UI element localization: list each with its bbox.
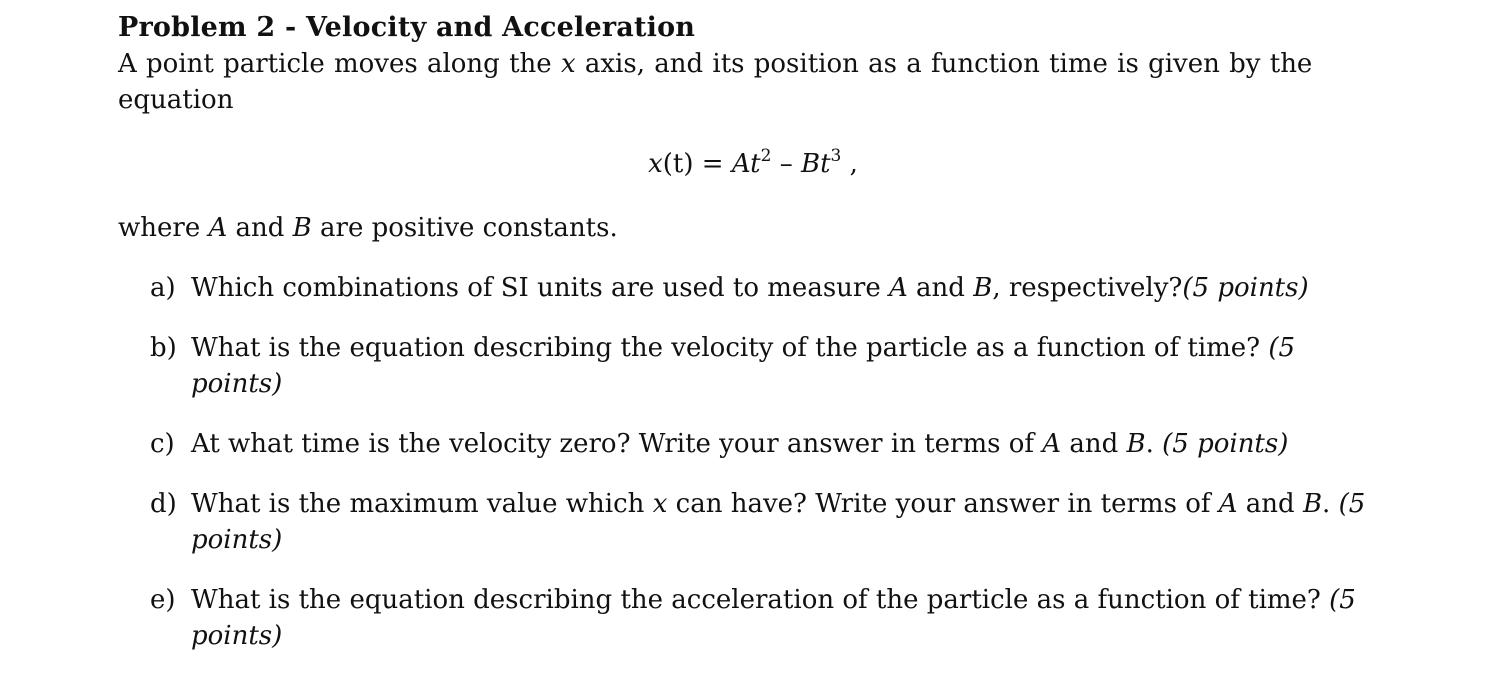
- intro-text-2: axis, and its position as a function time is given by the equation: [118, 49, 1313, 115]
- where-text-1: where: [118, 213, 209, 243]
- eq-trail: ,: [841, 149, 858, 179]
- question-text: .: [1322, 489, 1339, 519]
- intro-variable-x: x: [560, 49, 576, 79]
- question-variable: A: [1218, 489, 1238, 519]
- question-points: (5 points): [1182, 273, 1309, 303]
- question-marker: d): [150, 489, 177, 519]
- question-marker: c): [150, 429, 175, 459]
- eq-lhs-var: x: [648, 149, 663, 179]
- question-b: [118, 330, 1368, 402]
- question-marker: a): [150, 273, 176, 303]
- question-text: What is the equation describing the velocity of the particle as a function of time?: [191, 333, 1269, 363]
- question-points: (5 points): [1162, 429, 1289, 459]
- question-a: [118, 270, 1368, 306]
- problem-document: [118, 10, 1368, 678]
- where-var-b: B: [292, 213, 312, 243]
- where-text-3: are positive constants.: [311, 213, 618, 243]
- question-text: At what time is the velocity zero? Write your answer in terms of: [191, 429, 1043, 459]
- question-points: (5 points): [191, 585, 1356, 651]
- question-list: [118, 270, 1368, 654]
- where-text-2: and: [227, 213, 293, 243]
- where-paragraph: [118, 210, 1368, 246]
- question-variable: B: [973, 273, 993, 303]
- question-d: [118, 486, 1368, 558]
- question-variable: x: [652, 489, 668, 519]
- eq-term1-coef: A: [731, 149, 751, 179]
- question-text: and: [1061, 429, 1127, 459]
- intro-text-1: A point particle moves along the: [118, 49, 561, 79]
- intro-paragraph: [118, 46, 1368, 118]
- question-e: [118, 582, 1368, 654]
- question-variable: A: [889, 273, 908, 303]
- eq-term1-var: t: [750, 149, 761, 179]
- question-variable: B: [1126, 429, 1146, 459]
- question-text: What is the maximum value which: [191, 489, 653, 519]
- position-equation: [118, 146, 1368, 182]
- eq-minus: –: [771, 149, 801, 179]
- eq-lhs-args: (t) =: [662, 149, 732, 179]
- where-var-a: A: [208, 213, 228, 243]
- eq-term2-exp: 3: [830, 146, 842, 166]
- question-text: Which combinations of SI units are used to measure: [191, 273, 889, 303]
- question-points: (5 points): [191, 333, 1296, 399]
- question-c: [118, 426, 1368, 462]
- question-variable: A: [1042, 429, 1062, 459]
- question-text: can have? Write your answer in terms of: [667, 489, 1219, 519]
- question-text: and: [907, 273, 974, 303]
- question-text: .: [1145, 429, 1163, 459]
- question-marker: e): [150, 585, 176, 615]
- problem-title: Problem 2 - Velocity and Acceleration: [118, 12, 696, 43]
- eq-term1-exp: 2: [760, 146, 772, 166]
- question-text: What is the equation describing the acceleration of the particle as a function of time?: [191, 585, 1330, 615]
- question-text: and: [1237, 489, 1303, 519]
- question-points: (5 points): [191, 489, 1366, 555]
- eq-term2-coef: B: [800, 149, 821, 179]
- question-marker: b): [150, 333, 177, 363]
- eq-term2-var: t: [820, 149, 831, 179]
- question-text: , respectively?: [992, 273, 1183, 303]
- question-variable: B: [1302, 489, 1323, 519]
